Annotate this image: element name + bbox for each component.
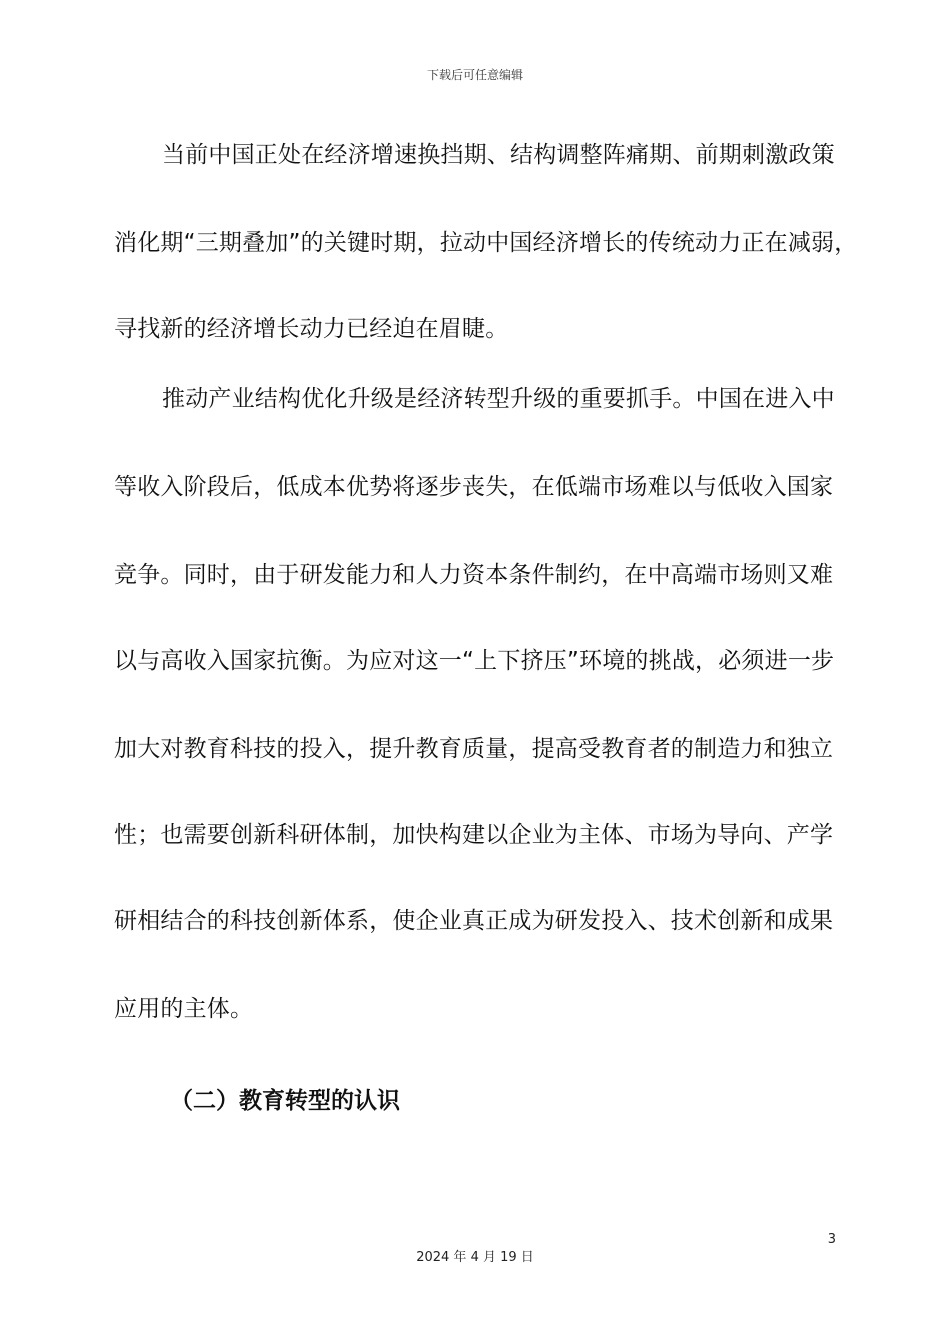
paragraph-line: 性；也需要创新科研体制，加快构建以企业为主体、市场为导向、产学 [114, 822, 834, 848]
paragraph-line: 竞争。同时，由于研发能力和人力资本条件制约，在中高端市场则又难 [114, 562, 834, 588]
paragraph-line: 等收入阶段后，低成本优势将逐步丧失，在低端市场难以与低收入国家 [114, 474, 834, 500]
paragraph-line: 以与高收入国家抗衡。为应对这一“上下挤压”环境的挑战，必须进一步 [114, 648, 835, 674]
paragraph-line: 当前中国正处在经济增速换挡期、结构调整阵痛期、前期刺激政策 [162, 142, 835, 168]
section-heading: （二）教育转型的认识 [170, 1088, 400, 1114]
paragraph-line: 推动产业结构优化升级是经济转型升级的重要抓手。中国在进入中 [162, 386, 835, 412]
paragraph-line: 消化期“三期叠加”的关键时期，拉动中国经济增长的传统动力正在减弱， [114, 230, 858, 256]
paragraph-line: 研相结合的科技创新体系，使企业真正成为研发投入、技术创新和成果 [114, 908, 834, 934]
paragraph-line: 应用的主体。 [114, 996, 254, 1022]
page-number: 3 [827, 1232, 836, 1247]
page-header: 下载后可任意编辑 [426, 68, 523, 82]
footer-date: 2024 年 4 月 19 日 [416, 1250, 534, 1265]
paragraph-line: 加大对教育科技的投入，提升教育质量，提高受教育者的制造力和独立 [114, 736, 834, 762]
paragraph-line: 寻找新的经济增长动力已经迫在眉睫。 [114, 316, 509, 342]
